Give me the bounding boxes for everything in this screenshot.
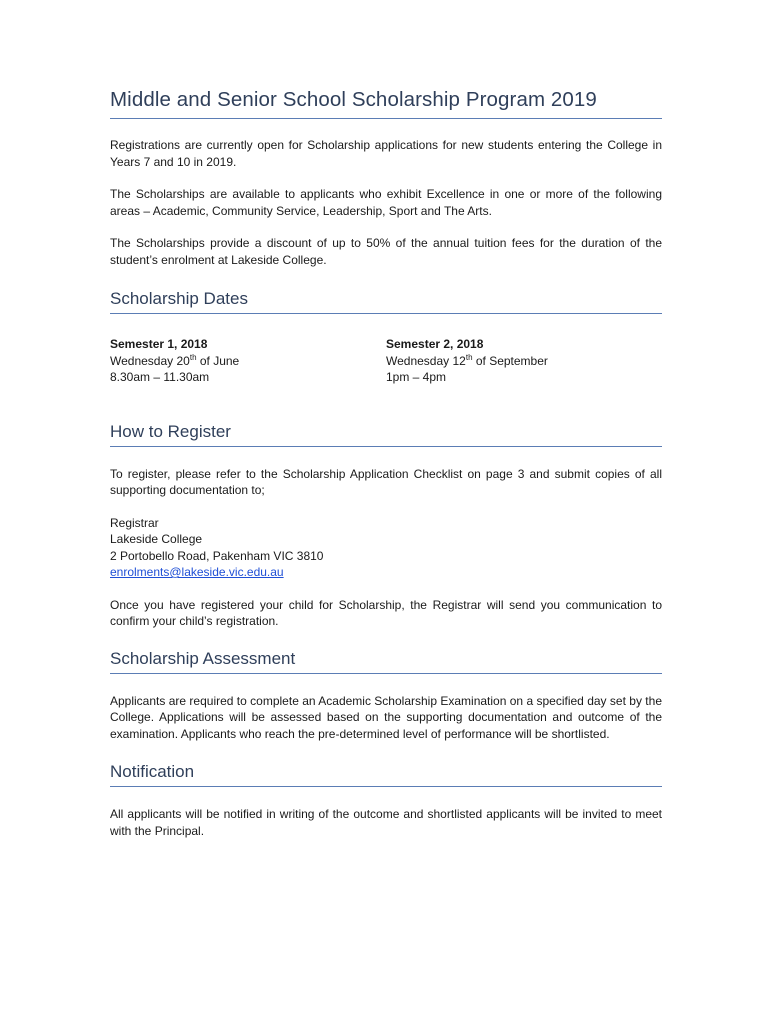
intro-paragraph-2: The Scholarships are available to applicants who exhibit Excellence in one or more of the following areas – Academic, Community Service, Leadership, Sport and The Arts. xyxy=(110,187,662,218)
address-line-street: 2 Portobello Road, Pakenham VIC 3810 xyxy=(110,548,324,563)
semester-2-label: Semester 2, 2018 xyxy=(386,337,484,351)
intro-paragraph-3: The Scholarships provide a discount of up to 50% of the annual tuition fees for the duration of the student’s enrolment at Lakeside College. xyxy=(110,236,662,267)
semester-2-day: Wednesday 12th of September xyxy=(386,352,548,368)
assessment-paragraph: Applicants are required to complete an Academic Scholarship Examination on a specified day set by the College. Applications will be assessed based on the supporting documentation and outcome of the examination. Applicants who reach the pre-determined level of performance will be shortlisted. xyxy=(110,693,662,741)
address-line-registrar: Registrar xyxy=(110,515,159,530)
register-paragraph-2: Once you have registered your child for Scholarship, the Registrar will send you communication to confirm your child’s registration. xyxy=(110,597,662,628)
page-title: Middle and Senior School Scholarship Program 2019 xyxy=(110,88,662,119)
register-paragraph-1: To register, please refer to the Scholarship Application Checklist on page 3 and submit copies of all supporting documentation to; xyxy=(110,466,662,497)
section-heading-scholarship-assessment: Scholarship Assessment xyxy=(110,649,662,674)
semester-1-day: Wednesday 20th of June xyxy=(110,352,240,368)
semester-2-dates xyxy=(386,336,662,386)
section-heading-how-to-register: How to Register xyxy=(110,422,662,447)
registrar-email-link[interactable]: enrolments@lakeside.vic.edu.au xyxy=(110,565,284,579)
semester-2-time: 1pm – 4pm xyxy=(386,370,447,384)
address-line-college: Lakeside College xyxy=(110,532,203,546)
notification-paragraph: All applicants will be notified in writing of the outcome and shortlisted applicants will be invited to meet with the Principal. xyxy=(110,807,662,838)
semester-1-label: Semester 1, 2018 xyxy=(110,337,208,351)
section-heading-scholarship-dates: Scholarship Dates xyxy=(110,289,662,314)
intro-paragraph-1: Registrations are currently open for Scholarship applications for new students entering the College in Years 7 and 10 in 2019. xyxy=(110,138,662,169)
registrar-address xyxy=(110,515,662,581)
semester-1-time: 8.30am – 11.30am xyxy=(110,370,210,384)
section-heading-notification: Notification xyxy=(110,762,662,787)
scholarship-dates xyxy=(110,336,662,386)
semester-1-dates xyxy=(110,336,386,386)
